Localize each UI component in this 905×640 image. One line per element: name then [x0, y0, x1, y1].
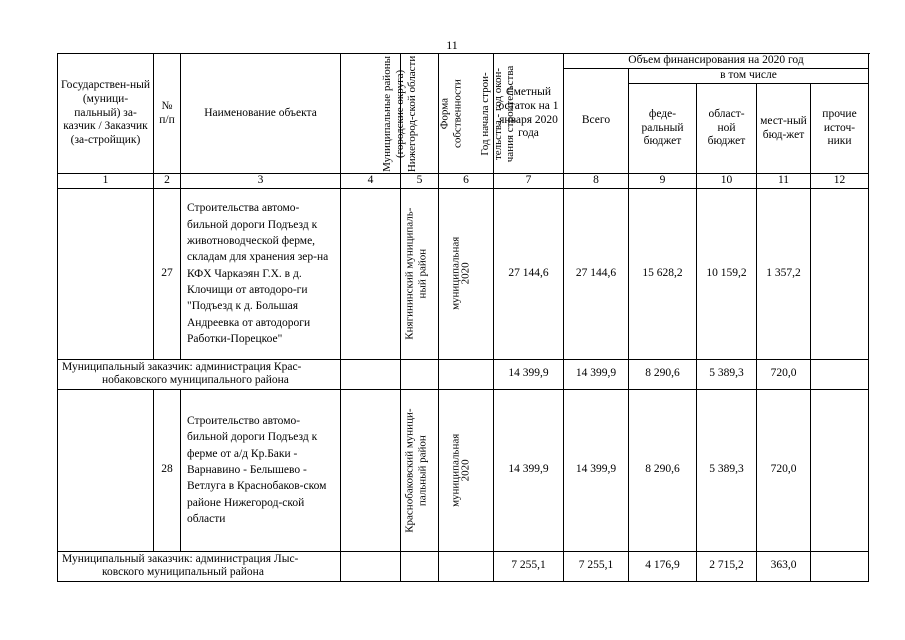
header-number: № п/п [154, 54, 181, 174]
header-federal: феде-ральный бюджет [629, 84, 697, 174]
cell-local: 1 357,2 [757, 188, 811, 359]
cell-customer [58, 389, 154, 551]
column-number: 6 [439, 174, 494, 189]
cell-year-text: 2020 [459, 262, 472, 285]
cell-district [341, 188, 428, 359]
cell-ownership [401, 551, 439, 581]
header-including: в том числе [629, 69, 869, 84]
header-remaining: Сметный остаток на 1 января 2020 года [494, 54, 564, 174]
cell-number: 27 [154, 188, 181, 359]
header-districts [341, 54, 419, 174]
cell-total: 14 399,9 [564, 359, 629, 389]
customer-label-line2: ковского муниципальный района [102, 566, 264, 579]
header-years-text: Год начала строи-тельства - год окон-чания строительства [479, 65, 517, 162]
cell-federal: 8 290,6 [629, 389, 697, 551]
cell-remaining: 14 399,9 [494, 389, 564, 551]
cell-district [341, 389, 428, 551]
column-number: 9 [629, 174, 697, 189]
cell-year [439, 389, 494, 551]
cell-other [811, 551, 869, 581]
cell-other [811, 188, 869, 359]
cell-number: 28 [154, 389, 181, 551]
cell-remaining: 27 144,6 [494, 188, 564, 359]
column-number: 11 [757, 174, 811, 189]
customer-label [58, 551, 341, 581]
cell-total: 27 144,6 [564, 188, 629, 359]
customer-label [58, 359, 341, 389]
cell-other [811, 389, 869, 551]
customer-row [58, 359, 869, 389]
column-number: 4 [341, 174, 401, 189]
table-row [58, 188, 869, 359]
column-number: 10 [697, 174, 757, 189]
customer-label-line2: нобаковского муниципального района [102, 374, 289, 387]
header-funding: Объем финансирования на 2020 год [564, 54, 869, 69]
column-number: 1 [58, 174, 154, 189]
header-object-name: Наименование объекта [181, 54, 341, 174]
column-number: 5 [401, 174, 439, 189]
cell-ownership [401, 359, 439, 389]
column-number: 12 [811, 174, 869, 189]
cell-district-text: Краснобаковский муници-пальный район [403, 408, 428, 533]
column-number: 8 [564, 174, 629, 189]
column-number-row [58, 174, 869, 189]
header-ownership-text: Форма собственности [438, 79, 463, 148]
cell-federal: 4 176,9 [629, 551, 697, 581]
header-local: мест-ный бюд-жет [757, 84, 811, 174]
cell-customer [58, 188, 154, 359]
cell-regional: 10 159,2 [697, 188, 757, 359]
cell-district-text: Княгининский муниципаль-ный район [403, 207, 428, 340]
financing-table [57, 53, 869, 582]
column-number: 2 [154, 174, 181, 189]
cell-total: 7 255,1 [564, 551, 629, 581]
cell-local: 720,0 [757, 359, 811, 389]
cell-year [439, 188, 494, 359]
header-other: прочие источ-ники [811, 84, 869, 174]
column-number: 3 [181, 174, 341, 189]
cell-remaining: 7 255,1 [494, 551, 564, 581]
cell-year [439, 551, 494, 581]
cell-federal: 15 628,2 [629, 188, 697, 359]
column-number: 7 [494, 174, 564, 189]
cell-district [341, 359, 401, 389]
cell-year [439, 359, 494, 389]
header-customer: Государствен-ный (муници-пальный) за-казчик / Заказчик (за-стройщик) [58, 54, 154, 174]
cell-year-text: 2020 [459, 459, 472, 482]
customer-row [58, 551, 869, 581]
cell-object-name: Строительства автомо-бильной дороги Подъезд к животноводческой ферме, складам для хранения зер-на КФХ Чаркаэян Г.Х. в д. Клочищи от автодоро-ги "Подъезд к д. Большая Андреевка от автодороги Работки-Порецкое" [181, 188, 341, 359]
cell-local: 363,0 [757, 551, 811, 581]
cell-remaining: 14 399,9 [494, 359, 564, 389]
cell-object-name: Строительство автомо-бильной дороги Подъезд к ферме от а/д Кр.Баки - Варнавино - Белышево - Ветлуга в Краснобаков-ском районе Нижегород-ской области [181, 389, 341, 551]
cell-regional: 5 389,3 [697, 359, 757, 389]
table-row [58, 389, 869, 551]
page-number: 11 [446, 38, 458, 52]
cell-ownership-text: муниципальная [449, 237, 462, 311]
header-regional: област-ной бюджет [697, 84, 757, 174]
cell-regional: 2 715,2 [697, 551, 757, 581]
cell-ownership-text: муниципальная [449, 433, 462, 507]
header-districts-text: Муниципальные районы (городские округа) Нижегород-ской области [381, 55, 419, 172]
cell-total: 14 399,9 [564, 389, 629, 551]
cell-regional: 5 389,3 [697, 389, 757, 551]
cell-federal: 8 290,6 [629, 359, 697, 389]
header-total: Всего [564, 69, 629, 174]
cell-other [811, 359, 869, 389]
cell-district [341, 551, 401, 581]
customer-label-line1: Муниципальный заказчик: администрация Лыс- [62, 552, 299, 565]
customer-label-line1: Муниципальный заказчик: администрация Крас- [62, 360, 302, 373]
cell-local: 720,0 [757, 389, 811, 551]
